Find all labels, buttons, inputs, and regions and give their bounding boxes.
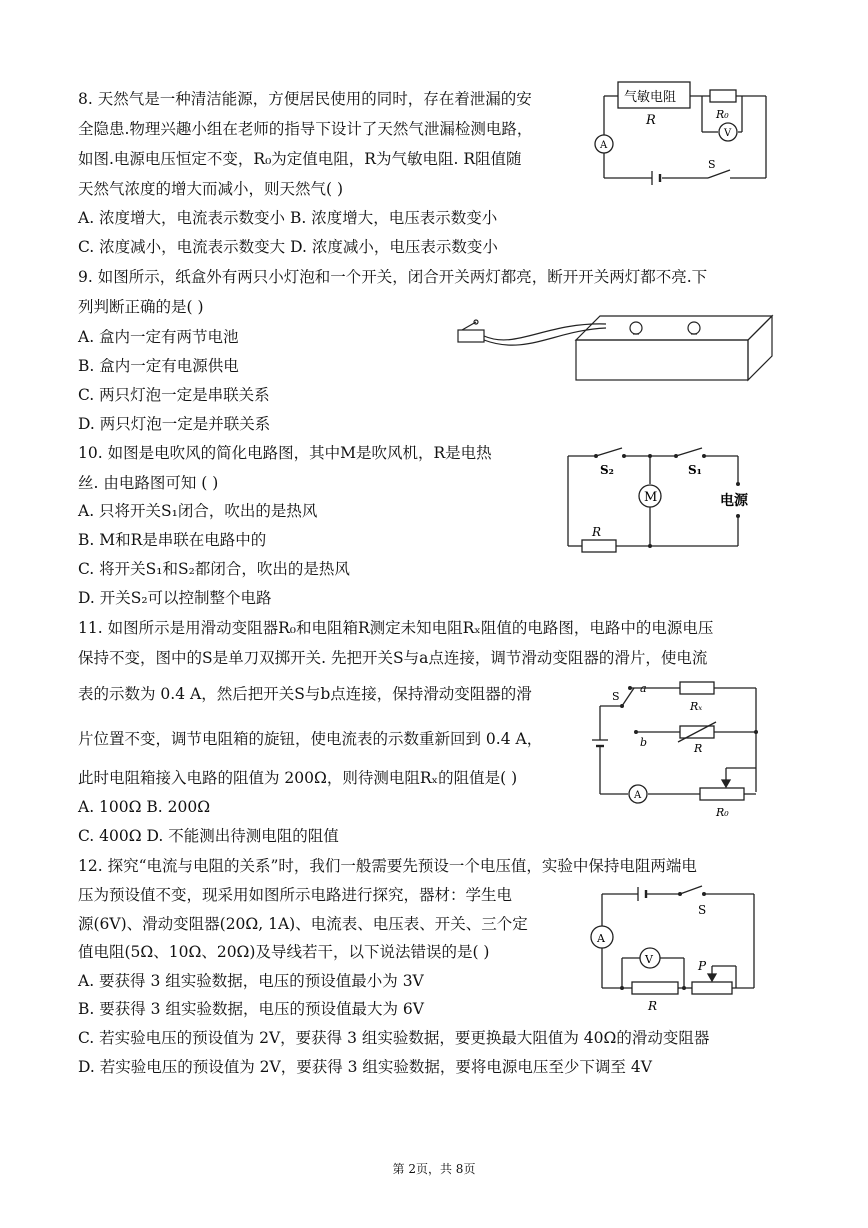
q11-line-3: 表的示数为 0.4 A，然后把开关S与b点连接，保持滑动变阻器的滑	[78, 685, 532, 703]
q9-option-d: D. 两只灯泡一定是并联关系	[78, 415, 271, 433]
q9-option-b: B. 盒内一定有电源供电	[78, 357, 239, 375]
q8-option-ab: A. 浓度增大，电流表示数变小 B. 浓度增大，电压表示数变小	[78, 209, 498, 227]
q11-ammeter-label: A	[634, 790, 642, 801]
q12-option-d: D. 若实验电压的预设值为 2V，要获得 3 组实验数据，要将电源电压至少下调至 4V	[78, 1058, 652, 1076]
q12-p-label: P	[698, 959, 707, 973]
q11-line-5: 此时电阻箱接入电路的阻值为 200Ω，则待测电阻Rₓ的阻值是( )	[78, 769, 518, 787]
q8-ammeter-label: A	[600, 140, 608, 151]
q11-circuit-diagram	[586, 680, 776, 820]
q8-circuit-diagram	[590, 78, 780, 188]
q8-line-4: 天然气浓度的增大而减小，则天然气( )	[78, 180, 344, 198]
q10-motor-label: M	[644, 490, 658, 505]
q12-line-1: 12. 探究“电流与电阻的关系”时，我们一般需要先预设一个电压值，实验中保持电阻两端电	[78, 857, 697, 875]
q11-rx-label: Rₓ	[690, 700, 703, 713]
q8-r-label: R	[646, 113, 656, 128]
q11-s-label: S	[612, 690, 620, 703]
q10-line-1: 10. 如图是电吹风的简化电路图，其中M是吹风机，R是电热	[78, 444, 492, 462]
q11-line-2: 保持不变，图中的S是单刀双掷开关. 先把开关S与a点连接，调节滑动变阻器的滑片，使电流	[78, 649, 708, 667]
q10-source-label: 电源	[720, 493, 748, 509]
q8-switch-label: S	[708, 158, 716, 171]
q10-s1-label: S₁	[688, 463, 702, 477]
q8-r0-label: R₀	[716, 108, 729, 121]
q12-option-b: B. 要获得 3 组实验数据，电压的预设值最大为 6V	[78, 1000, 424, 1018]
q8-voltmeter-label: V	[724, 128, 732, 139]
q11-option-ab: A. 100Ω B. 200Ω	[78, 798, 211, 816]
q10-r-label: R	[592, 525, 602, 539]
q8-line-2: 全隐患.物理兴趣小组在老师的指导下设计了天然气泄漏检测电路，	[78, 120, 533, 138]
page-footer: 第 2页，共 8页	[392, 1162, 476, 1176]
q11-r-label: R	[694, 742, 703, 755]
q9-option-a: A. 盒内一定有两节电池	[78, 328, 239, 346]
q12-ammeter-label: A	[597, 932, 605, 945]
q10-option-a: A. 只将开关S₁闭合，吹出的是热风	[78, 502, 318, 520]
q12-option-c: C. 若实验电压的预设值为 2V，要获得 3 组实验数据，要更换最大阻值为 40Ω的滑动变阻器	[78, 1029, 710, 1047]
q9-box-illustration	[446, 310, 786, 388]
q12-switch-label: S	[698, 903, 707, 917]
q12-circuit-diagram	[586, 884, 776, 1018]
q9-option-c: C. 两只灯泡一定是串联关系	[78, 386, 270, 404]
q8-line-1: 8. 天然气是一种清洁能源，方便居民使用的同时，存在着泄漏的安	[78, 90, 532, 108]
q10-line-2: 丝. 由电路图可知 ( )	[78, 474, 219, 492]
q12-option-a: A. 要获得 3 组实验数据，电压的预设值最小为 3V	[78, 972, 424, 990]
q10-option-c: C. 将开关S₁和S₂都闭合，吹出的是热风	[78, 560, 350, 578]
q12-voltmeter-label: V	[645, 953, 653, 966]
q9-line-1: 9. 如图所示，纸盒外有两只小灯泡和一个开关，闭合开关两灯都亮，断开开关两灯都不亮.下	[78, 268, 708, 286]
q12-line-2: 压为预设值不变，现采用如图所示电路进行探究，器材：学生电	[78, 886, 513, 904]
q8-line-3: 如图.电源电压恒定不变，R₀为定值电阻，R为气敏电阻. R阻值随	[78, 150, 522, 168]
q10-option-d: D. 开关S₂可以控制整个电路	[78, 589, 272, 607]
q9-line-2: 列判断正确的是( )	[78, 298, 204, 316]
q12-r-label: R	[648, 999, 658, 1013]
q10-option-b: B. M和R是串联在电路中的	[78, 531, 267, 549]
q11-line-1: 11. 如图所示是用滑动变阻器R₀和电阻箱R测定未知电阻Rₓ阻值的电路图，电路中的电源电压	[78, 619, 714, 637]
q8-option-cd: C. 浓度减小，电流表示数变大 D. 浓度减小，电压表示数变小	[78, 238, 498, 256]
q11-line-4: 片位置不变，调节电阻箱的旋钮，使电流表的示数重新回到 0.4 A，	[78, 730, 543, 748]
q11-option-cd: C. 400Ω D. 不能测出待测电阻的阻值	[78, 827, 339, 845]
q10-s2-label: S₂	[600, 463, 614, 477]
q11-a-label: a	[640, 682, 647, 695]
q10-circuit-diagram	[560, 444, 770, 556]
q8-sensor-label: 气敏电阻	[624, 90, 677, 105]
q11-b-label: b	[640, 736, 648, 749]
q12-line-4: 值电阻(5Ω、10Ω、20Ω)及导线若干，以下说法错误的是( )	[78, 943, 490, 961]
q12-line-3: 源(6V)、滑动变阻器(20Ω, 1A)、电流表、电压表、开关、三个定	[78, 915, 528, 933]
q11-r0-label: R₀	[716, 806, 729, 819]
